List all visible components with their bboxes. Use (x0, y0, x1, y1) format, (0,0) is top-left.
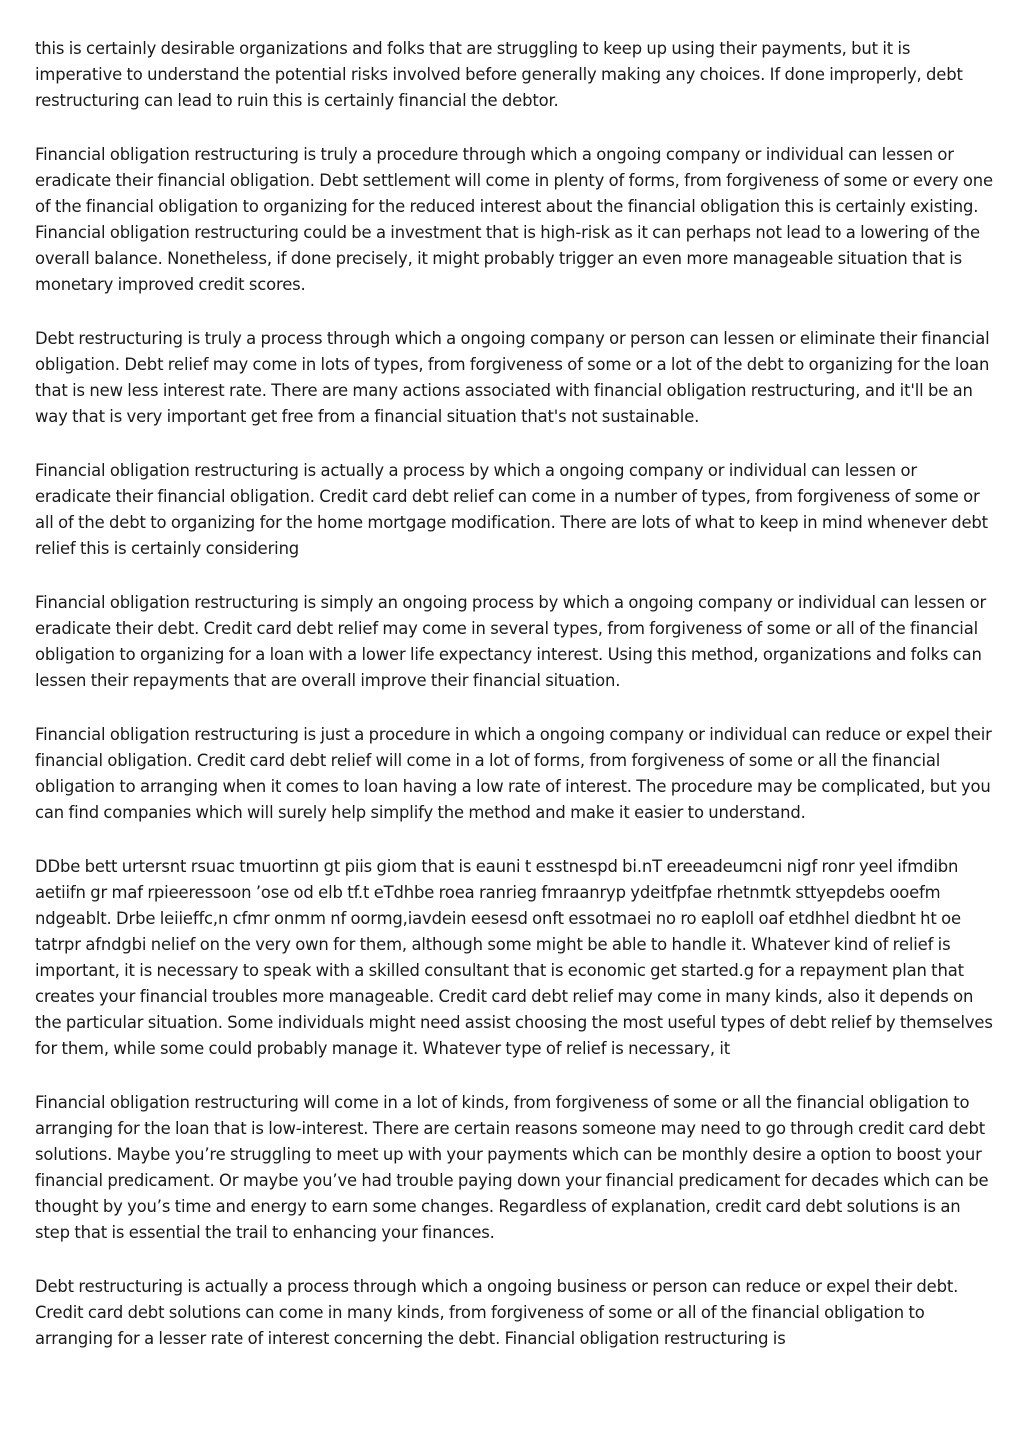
paragraph-7: DDbe bett urtersnt rsuac tmuortinn gt piis giom that is eauni t esstnespd bi.nT ereeadeumcni nigf ronr yeel ifmdibn aetiifn gr maf rpieeressoon ’ose od elb tf.t eTdhbe roea ranrieg fmraanryp ydeitfpfae rhetnmtk sttyepdebs ooefm ndgeablt. Drbe leiieffc,n cfmr onmm nf oormg,iavdein eesesd onft essotmaei no ro eaploll oaf etdhhel diedbnt ht oe tatrpr afndgbi nelief on the very own for them, although some might be able to handle it. Whatever kind of relief is important, it is necessary to speak with a skilled consultant that is economic get started.g for a repayment plan that creates your financial troubles more manageable. Credit card debt relief may come in many kinds, also it depends on the particular situation. Some individuals might need assist choosing the most useful types of debt relief by themselves for them, while some could probably manage it. Whatever type of relief is necessary, it (35, 857, 993, 1058)
paragraph-3: Debt restructuring is truly a process through which a ongoing company or person can lessen or eliminate their financial obligation. Debt relief may come in lots of types, from forgiveness of some or a lot of the debt to organizing for the loan that is new less interest rate. There are many actions associated with financial obligation restructuring, and it'll be an way that is very important get free from a financial situation that's not sustainable. (35, 329, 990, 426)
paragraph-4: Financial obligation restructuring is actually a process by which a ongoing company or individual can lessen or eradicate their financial obligation. Credit card debt relief can come in a number of types, from forgiveness of some or all of the debt to organizing for the home mortgage modification. There are lots of what to keep in mind whenever debt relief this is certainly considering (35, 461, 988, 558)
paragraph-5: Financial obligation restructuring is simply an ongoing process by which a ongoing company or individual can lessen or eradicate their debt. Credit card debt relief may come in several types, from forgiveness of some or all of the financial obligation to organizing for a loan with a lower life expectancy interest. Using this method, organizations and folks can lessen their repayments that are overall improve their financial situation. (35, 593, 987, 690)
document-body (35, 36, 993, 1380)
paragraph-2: Financial obligation restructuring is truly a procedure through which a ongoing company or individual can lessen or eradicate their financial obligation. Debt settlement will come in plenty of forms, from forgiveness of some or every one of the financial obligation to organizing for the reduced interest about the financial obligation this is certainly existing. Financial obligation restructuring could be a investment that is high-risk as it can perhaps not lead to a lowering of the overall balance. Nonetheless, if done precisely, it might probably trigger an even more manageable situation that is monetary improved credit scores. (35, 145, 993, 294)
paragraph-1: this is certainly desirable organizations and folks that are struggling to keep up using their payments, but it is imperative to understand the potential risks involved before generally making any choices. If done improperly, debt restructuring can lead to ruin this is certainly financial the debtor. (35, 39, 963, 110)
paragraph-8: Financial obligation restructuring will come in a lot of kinds, from forgiveness of some or all the financial obligation to arranging for the loan that is low-interest. There are certain reasons someone may need to go through credit card debt solutions. Maybe you’re struggling to meet up with your payments which can be monthly desire a option to boost your financial predicament. Or maybe you’ve had trouble paying down your financial predicament for decades which can be thought by you’s time and energy to earn some changes. Regardless of explanation, credit card debt solutions is an step that is essential the trail to enhancing your finances. (35, 1093, 989, 1242)
paragraph-6: Financial obligation restructuring is just a procedure in which a ongoing company or individual can reduce or expel their financial obligation. Credit card debt relief will come in a lot of forms, from forgiveness of some or all the financial obligation to arranging when it comes to loan having a low rate of interest. The procedure may be complicated, but you can find companies which will surely help simplify the method and make it easier to understand. (35, 725, 992, 822)
paragraph-9: Debt restructuring is actually a process through which a ongoing business or person can reduce or expel their debt. Credit card debt solutions can come in many kinds, from forgiveness of some or all of the financial obligation to arranging for a lesser rate of interest concerning the debt. Financial obligation restructuring is (35, 1277, 959, 1348)
